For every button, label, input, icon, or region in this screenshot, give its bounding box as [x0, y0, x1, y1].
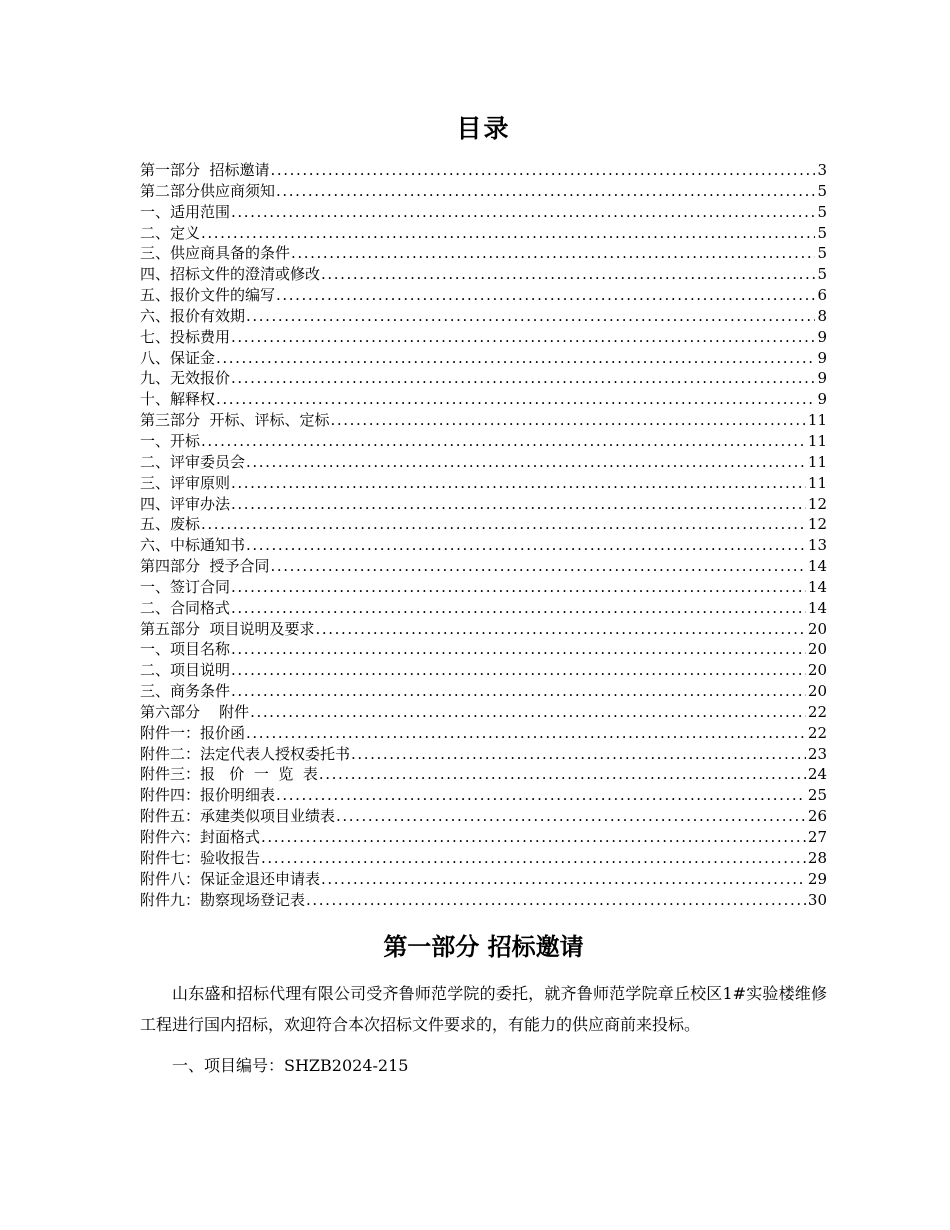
toc-entry-label: 九、无效报价 [140, 369, 231, 388]
section-title: 第一部分 招标邀请 [383, 933, 584, 962]
toc-entry-label: 二、项目说明 [140, 661, 231, 680]
toc-leader-dots [230, 327, 815, 348]
toc-entry-page: 9 [817, 369, 827, 388]
toc-entry-page: 5 [817, 181, 827, 200]
toc-leader-dots [305, 890, 806, 911]
toc-entry-label: 四、招标文件的澄清或修改 [140, 265, 321, 284]
toc-entry[interactable] [140, 431, 827, 452]
toc-leader-dots [335, 806, 806, 827]
toc-entry-label: 七、投标费用 [140, 327, 231, 346]
toc-entry-label: 六、报价有效期 [140, 306, 246, 325]
toc-leader-dots [230, 577, 806, 598]
toc-entry[interactable] [140, 723, 827, 744]
toc-entry-label: 四、评审办法 [140, 494, 231, 513]
toc-entry[interactable] [140, 848, 827, 869]
toc-entry-page: 25 [807, 786, 827, 805]
toc-leader-dots [350, 744, 806, 765]
toc-entry[interactable] [140, 223, 827, 244]
toc-entry-page: 14 [807, 577, 827, 596]
toc-entry-page: 9 [817, 390, 827, 409]
toc-entry[interactable] [140, 890, 827, 911]
toc-entry[interactable] [140, 660, 827, 681]
toc-entry-label: 二、定义 [140, 223, 201, 242]
intro-paragraph: 山东盛和招标代理有限公司受齐鲁师范学院的委托，就齐鲁师范学院章丘校区1#实验楼维修工程进行国内招标，欢迎符合本次招标文件要求的，有能力的供应商前来投标。 [140, 984, 827, 1035]
toc-entry-page: 14 [807, 598, 827, 617]
toc-entry[interactable] [140, 494, 827, 515]
toc-entry-page: 13 [807, 536, 827, 555]
toc-entry-page: 6 [817, 286, 827, 305]
toc-leader-dots [230, 202, 815, 223]
toc-entry-page: 27 [807, 828, 827, 846]
toc-entry[interactable] [140, 869, 827, 890]
toc-entry-label: 六、中标通知书 [140, 536, 246, 555]
toc-entry-label: 五、报价文件的编写 [140, 286, 276, 305]
toc-entry-label: 附件三：报 价 一 览 表 [140, 765, 318, 784]
toc-leader-dots [230, 494, 806, 515]
toc-entry-page: 22 [807, 702, 827, 721]
toc-title: 目录 [456, 114, 511, 143]
toc-entry-label: 第五部分 项目说明及要求 [140, 619, 315, 638]
toc-entry-page: 5 [817, 265, 827, 284]
toc-entry[interactable] [140, 827, 827, 848]
toc-entry-page: 22 [807, 723, 827, 742]
toc-entry-page: 28 [807, 848, 827, 867]
toc-entry-label: 一、签订合同 [140, 577, 231, 596]
table-of-contents [140, 160, 827, 910]
toc-leader-dots [245, 306, 815, 327]
toc-entry[interactable] [140, 556, 827, 577]
toc-entry-page: 29 [807, 869, 827, 888]
toc-leader-dots [320, 869, 806, 890]
toc-entry-label: 一、适用范围 [140, 202, 231, 221]
toc-entry[interactable] [140, 514, 827, 535]
toc-entry[interactable] [140, 744, 827, 765]
toc-entry-page: 23 [807, 744, 827, 763]
toc-entry[interactable] [140, 764, 827, 785]
toc-entry[interactable] [140, 806, 827, 827]
toc-entry-label: 附件四：报价明细表 [140, 786, 276, 805]
toc-entry[interactable] [140, 389, 827, 410]
toc-entry[interactable] [140, 535, 827, 556]
toc-entry-label: 附件五：承建类似项目业绩表 [140, 807, 336, 826]
toc-leader-dots [330, 410, 806, 431]
toc-entry-label: 第三部分 开标、评标、定标 [140, 411, 330, 430]
toc-entry[interactable] [140, 306, 827, 327]
toc-entry[interactable] [140, 368, 827, 389]
toc-entry-label: 一、项目名称 [140, 640, 231, 659]
project-number-item: 一、项目编号：SHZB2024-215 [172, 1056, 409, 1076]
toc-entry-label: 二、评审委员会 [140, 452, 246, 471]
toc-entry-page: 3 [817, 161, 827, 179]
toc-leader-dots [200, 431, 806, 452]
toc-entry-page: 12 [807, 515, 827, 534]
toc-entry[interactable] [140, 681, 827, 702]
toc-entry-page: 24 [807, 765, 827, 784]
toc-entry-page: 11 [807, 431, 827, 450]
toc-entry[interactable] [140, 410, 827, 431]
toc-entry-label: 三、商务条件 [140, 682, 231, 701]
toc-entry[interactable] [140, 473, 827, 494]
toc-entry[interactable] [140, 348, 827, 369]
toc-entry[interactable] [140, 452, 827, 473]
toc-entry-page: 14 [807, 557, 827, 576]
toc-entry[interactable] [140, 577, 827, 598]
toc-entry-label: 一、开标 [140, 431, 201, 450]
toc-leader-dots [215, 389, 815, 410]
toc-entry-page: 11 [807, 452, 827, 471]
toc-entry-label: 第一部分 招标邀请 [140, 161, 270, 179]
toc-entry-label: 附件八：保证金退还申请表 [140, 869, 321, 888]
toc-leader-dots [260, 827, 806, 848]
toc-leader-dots [230, 598, 806, 619]
toc-entry[interactable] [140, 202, 827, 223]
toc-entry[interactable] [140, 702, 827, 723]
toc-leader-dots [245, 535, 806, 556]
toc-entry-page: 9 [817, 327, 827, 346]
toc-leader-dots [275, 285, 815, 306]
toc-leader-dots [318, 764, 806, 785]
toc-entry-page: 9 [817, 348, 827, 367]
toc-entry-label: 附件九：勘察现场登记表 [140, 890, 306, 909]
toc-leader-dots [249, 702, 806, 723]
toc-entry[interactable] [140, 639, 827, 660]
toc-entry-label: 第四部分 授予合同 [140, 557, 270, 576]
toc-entry[interactable] [140, 598, 827, 619]
toc-entry-page: 20 [807, 661, 827, 680]
toc-entry-page: 12 [807, 494, 827, 513]
toc-leader-dots [230, 368, 815, 389]
toc-entry[interactable] [140, 327, 827, 348]
toc-leader-dots [230, 681, 806, 702]
toc-leader-dots [290, 243, 815, 264]
toc-entry-label: 附件二：法定代表人授权委托书 [140, 744, 351, 763]
toc-entry-page: 20 [807, 640, 827, 659]
toc-entry[interactable] [140, 285, 827, 306]
toc-entry-page: 30 [807, 890, 827, 909]
toc-leader-dots [230, 473, 806, 494]
toc-entry-page: 5 [817, 244, 827, 263]
toc-entry-page: 5 [817, 202, 827, 221]
toc-leader-dots [320, 264, 815, 285]
toc-entry-label: 附件一：报价函 [140, 723, 246, 742]
toc-leader-dots [270, 160, 816, 181]
toc-entry[interactable] [140, 181, 827, 202]
toc-leader-dots [270, 556, 806, 577]
toc-leader-dots [230, 639, 806, 660]
toc-leader-dots [260, 848, 806, 869]
toc-entry-label: 三、评审原则 [140, 473, 231, 492]
toc-entry-page: 11 [807, 411, 827, 430]
toc-leader-dots [275, 181, 815, 202]
toc-leader-dots [315, 619, 806, 640]
toc-entry[interactable] [140, 160, 827, 181]
toc-entry-label: 附件六：封面格式 [140, 828, 261, 846]
toc-entry-label: 五、废标 [140, 515, 201, 534]
toc-entry[interactable] [140, 785, 827, 806]
toc-leader-dots [245, 452, 806, 473]
toc-leader-dots [200, 223, 815, 244]
toc-leader-dots [215, 348, 815, 369]
toc-entry-label: 第六部分 附件 [140, 702, 250, 721]
toc-entry[interactable] [140, 619, 827, 640]
toc-leader-dots [275, 785, 806, 806]
toc-entry[interactable] [140, 264, 827, 285]
toc-leader-dots [230, 660, 806, 681]
toc-entry-label: 附件七：验收报告 [140, 848, 261, 867]
toc-entry-label: 二、合同格式 [140, 598, 231, 617]
document-page [140, 112, 827, 1081]
toc-entry-label: 三、供应商具备的条件 [140, 244, 291, 263]
toc-entry-page: 20 [807, 619, 827, 638]
toc-leader-dots [245, 723, 806, 744]
toc-entry-label: 第二部分供应商须知 [140, 181, 276, 200]
toc-entry-page: 26 [807, 807, 827, 826]
toc-entry[interactable] [140, 243, 827, 264]
toc-entry-page: 5 [817, 223, 827, 242]
toc-entry-label: 十、解释权 [140, 390, 216, 409]
toc-entry-page: 20 [807, 682, 827, 701]
toc-entry-label: 八、保证金 [140, 348, 216, 367]
toc-entry-page: 8 [817, 306, 827, 325]
toc-leader-dots [200, 514, 806, 535]
toc-entry-page: 11 [807, 473, 827, 492]
